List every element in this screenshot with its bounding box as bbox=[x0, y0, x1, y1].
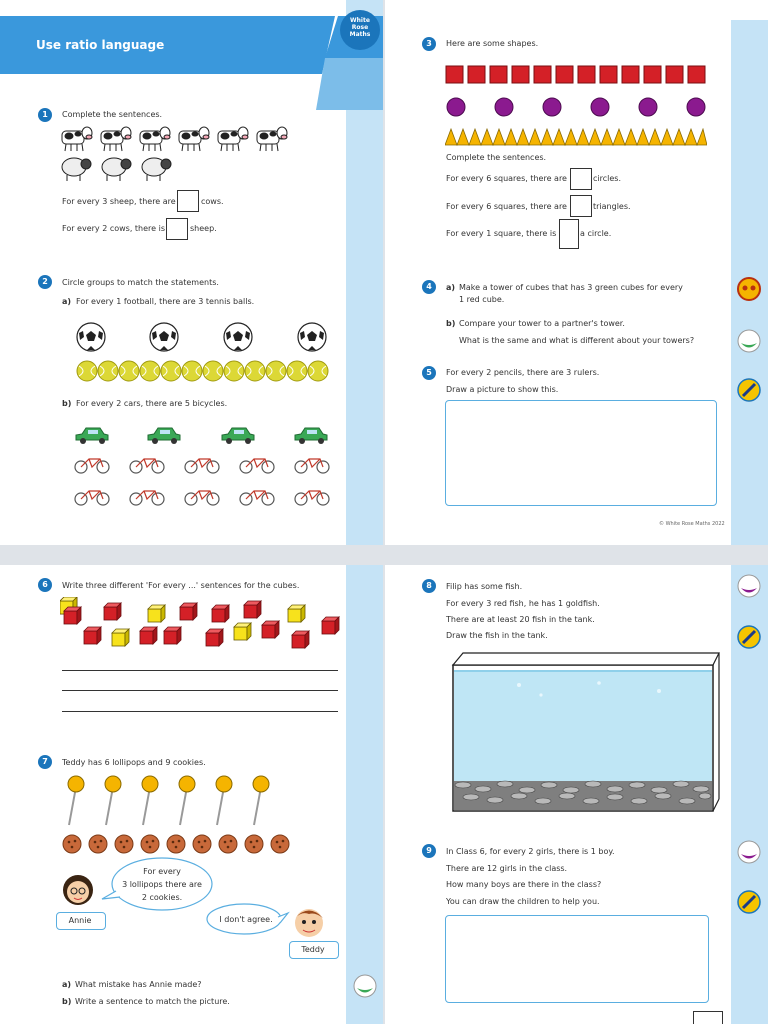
teddy-name: Teddy bbox=[301, 945, 325, 954]
question-number: 1 bbox=[38, 108, 52, 122]
worksheet-page-2 bbox=[385, 0, 768, 545]
red-squares-row bbox=[445, 65, 707, 85]
q4b-line-1: Compare your tower to a partner's tower. bbox=[459, 319, 625, 328]
q1-sentence-1-end: cows. bbox=[201, 197, 224, 206]
pencil-icon bbox=[736, 377, 762, 403]
q3-complete-prompt: Complete the sentences. bbox=[446, 153, 547, 162]
q9-line-4: You can draw the children to help you. bbox=[446, 897, 600, 906]
answer-line[interactable] bbox=[62, 670, 338, 671]
answer-box-sheep[interactable] bbox=[166, 218, 188, 240]
q8-line-1: Filip has some fish. bbox=[446, 582, 523, 591]
mastery-badge-icon bbox=[736, 276, 762, 302]
cookies-row bbox=[62, 834, 298, 856]
copyright: © White Rose Maths 2022 bbox=[659, 521, 725, 527]
question-number: 8 bbox=[422, 579, 436, 593]
annie-avatar bbox=[58, 871, 98, 909]
discuss-icon bbox=[736, 573, 762, 599]
footballs-row bbox=[76, 321, 336, 355]
q7b-text: Write a sentence to match the picture. bbox=[75, 997, 230, 1006]
q6-prompt: Write three different 'For every ...' sentences for the cubes. bbox=[62, 581, 300, 590]
white-rose-maths-logo: White Rose Maths bbox=[349, 17, 371, 38]
cows-group bbox=[60, 123, 300, 155]
q3-sentence-3-end: a circle. bbox=[580, 229, 612, 238]
answer-line[interactable] bbox=[62, 711, 338, 712]
q1-prompt: Complete the sentences. bbox=[62, 110, 163, 119]
page-sidebar bbox=[346, 565, 383, 1024]
q3-sentence-2-end: triangles. bbox=[593, 202, 631, 211]
q7b-label: b) bbox=[62, 997, 72, 1006]
question-number: 3 bbox=[422, 37, 436, 51]
q1-sentence-1-start: For every 3 sheep, there are bbox=[62, 197, 176, 206]
q2a-text: For every 1 football, there are 3 tennis balls. bbox=[76, 297, 255, 306]
q3-sentence-1-end: circles. bbox=[593, 174, 621, 183]
q2a-label: a) bbox=[62, 297, 72, 306]
pencil-icon bbox=[736, 624, 762, 650]
q4b-line-2: What is the same and what is different about your towers? bbox=[459, 336, 695, 345]
annie-bubble-line-1: For every bbox=[143, 867, 181, 876]
q3-sentence-1-start: For every 6 squares, there are bbox=[446, 174, 567, 183]
annie-bubble-line-3: 2 cookies. bbox=[141, 893, 183, 902]
annie-bubble-line-2: 3 lollipops there are bbox=[122, 880, 202, 889]
q4a-line-2: 1 red cube. bbox=[459, 295, 505, 304]
teddy-avatar bbox=[288, 903, 330, 941]
question-number: 5 bbox=[422, 366, 436, 380]
worksheet-page-1 bbox=[0, 0, 383, 545]
yellow-triangles-row bbox=[445, 128, 707, 146]
pencil-icon bbox=[736, 889, 762, 915]
question-number: 2 bbox=[38, 275, 52, 289]
q2-prompt: Circle groups to match the statements. bbox=[62, 278, 219, 287]
worksheet-page-4 bbox=[385, 565, 768, 1024]
tennis-balls-row bbox=[76, 359, 332, 385]
answer-box-circles[interactable] bbox=[570, 168, 592, 190]
discuss-icon bbox=[736, 839, 762, 865]
q8-line-3: There are at least 20 fish in the tank. bbox=[446, 615, 595, 624]
answer-box-cows[interactable] bbox=[177, 190, 199, 212]
cars-row bbox=[74, 424, 334, 448]
fish-tank[interactable] bbox=[449, 649, 721, 815]
q7-prompt: Teddy has 6 lollipops and 9 cookies. bbox=[62, 758, 206, 767]
q4a-line-1: Make a tower of cubes that has 3 green cubes for every bbox=[459, 283, 683, 292]
sheep-group bbox=[60, 154, 180, 184]
q7a-label: a) bbox=[62, 980, 72, 989]
q2b-text: For every 2 cars, there are 5 bicycles. bbox=[76, 399, 228, 408]
question-number: 7 bbox=[38, 755, 52, 769]
bicycles-rows bbox=[74, 456, 334, 512]
teddy-bubble-text: I don't agree. bbox=[219, 915, 273, 924]
cubes-group bbox=[60, 597, 350, 653]
discuss-icon bbox=[736, 328, 762, 354]
q9-line-3: How many boys are there in the class? bbox=[446, 880, 602, 889]
question-number: 9 bbox=[422, 844, 436, 858]
header-banner bbox=[0, 0, 383, 110]
q5-line-2: Draw a picture to show this. bbox=[446, 385, 559, 394]
discuss-icon bbox=[352, 973, 378, 999]
worksheet-page-3 bbox=[0, 565, 383, 1024]
q1-sentence-2-start: For every 2 cows, there is bbox=[62, 224, 166, 233]
q4b-label: b) bbox=[446, 319, 456, 328]
q1-sentence-2-end: sheep. bbox=[190, 224, 217, 233]
answer-line[interactable] bbox=[62, 690, 338, 691]
lollipops-row bbox=[64, 775, 286, 827]
q4a-label: a) bbox=[446, 283, 456, 292]
q8-line-2: For every 3 red fish, he has 1 goldfish. bbox=[446, 599, 600, 608]
q3-sentence-3-start: For every 1 square, there is bbox=[446, 229, 557, 238]
purple-circles-row bbox=[445, 96, 707, 118]
q9-line-2: There are 12 girls in the class. bbox=[446, 864, 568, 873]
question-number: 4 bbox=[422, 280, 436, 294]
answer-box-triangles[interactable] bbox=[570, 195, 592, 217]
q3-prompt: Here are some shapes. bbox=[446, 39, 539, 48]
answer-box-circle[interactable] bbox=[559, 219, 579, 249]
page-title: Use ratio language bbox=[36, 38, 165, 52]
q5-line-1: For every 2 pencils, there are 3 rulers. bbox=[446, 368, 600, 377]
question-number: 6 bbox=[38, 578, 52, 592]
q8-line-4: Draw the fish in the tank. bbox=[446, 631, 548, 640]
page-corner-box bbox=[693, 1011, 723, 1024]
q7a-text: What mistake has Annie made? bbox=[75, 980, 202, 989]
q5-drawing-area[interactable] bbox=[445, 400, 717, 506]
annie-name: Annie bbox=[68, 916, 92, 925]
q3-sentence-2-start: For every 6 squares, there are bbox=[446, 202, 567, 211]
q2b-label: b) bbox=[62, 399, 72, 408]
q9-drawing-area[interactable] bbox=[445, 915, 709, 1003]
q9-line-1: In Class 6, for every 2 girls, there is 1 boy. bbox=[446, 847, 615, 856]
